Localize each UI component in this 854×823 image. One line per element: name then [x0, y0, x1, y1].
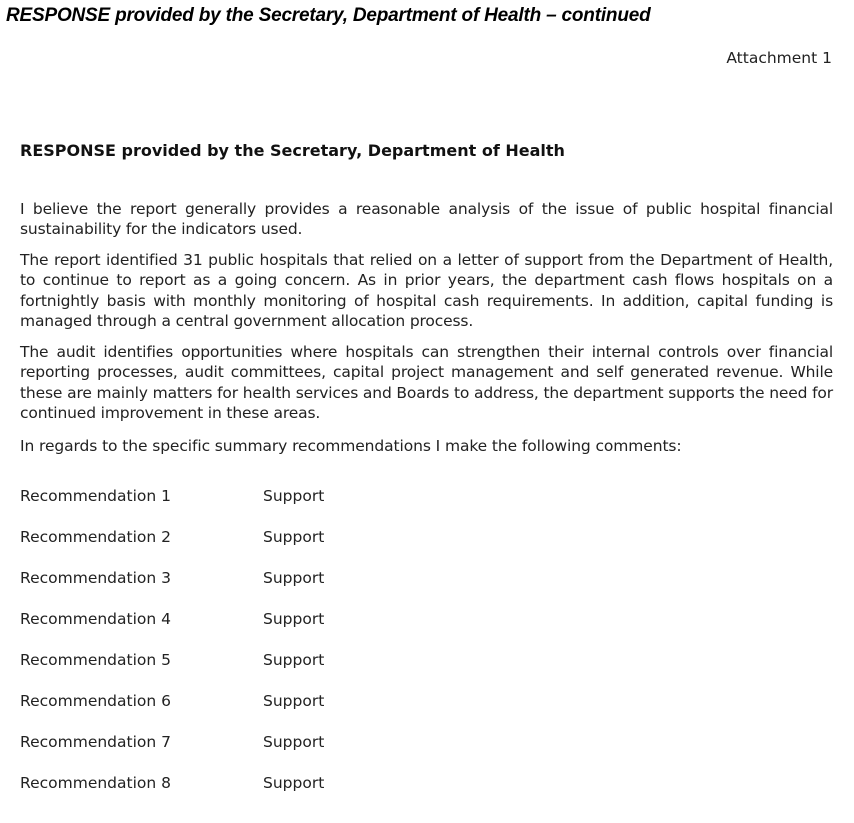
recommendation-status: Support [263, 610, 325, 628]
recommendation-name: Recommendation 6 [20, 692, 171, 710]
recommendation-name: Recommendation 8 [20, 774, 171, 792]
recommendation-name: Recommendation 2 [20, 528, 171, 546]
recommendation-row [20, 773, 324, 814]
recommendation-status: Support [263, 569, 325, 587]
response-heading: RESPONSE provided by the Secretary, Department of Health [20, 141, 565, 160]
recommendation-row [20, 568, 324, 609]
recommendation-row [20, 650, 324, 691]
recommendation-name: Recommendation 7 [20, 733, 171, 751]
recommendation-status: Support [263, 733, 325, 751]
recommendation-row [20, 691, 324, 732]
recommendation-name: Recommendation 5 [20, 651, 171, 669]
response-body [20, 141, 833, 456]
paragraph-1: I believe the report generally provides a reasonable analysis of the issue of public hospital financial sustainability for the indicators used. [20, 199, 833, 238]
page-header-title: RESPONSE provided by the Secretary, Department of Health – continued [6, 5, 651, 26]
paragraph-2: The report identified 31 public hospitals that relied on a letter of support from the Department of Health, to continue to report as a going concern. As in prior years, the department cash flows hospitals on a fortnightly basis with monthly monitoring of hospital cash requirements. In addition, capital funding is managed through a central government allocation process. [20, 250, 833, 330]
recommendation-row [20, 609, 324, 650]
recommendation-name: Recommendation 4 [20, 610, 171, 628]
recommendation-row [20, 732, 324, 773]
attachment-label: Attachment 1 [726, 49, 832, 67]
recommendation-status: Support [263, 774, 325, 792]
recommendation-status: Support [263, 528, 325, 546]
paragraph-3: The audit identifies opportunities where hospitals can strengthen their internal controls over financial reporting processes, audit committees, capital project management and self generated revenue. While these are mainly matters for health services and Boards to address, the department supports the need for continued improvement in these areas. [20, 342, 833, 422]
recommendation-name: Recommendation 3 [20, 569, 171, 587]
recommendation-status: Support [263, 692, 325, 710]
recommendations-list [20, 486, 324, 814]
recommendation-status: Support [263, 651, 325, 669]
recommendation-status: Support [263, 487, 325, 505]
recommendations-intro: In regards to the specific summary recommendations I make the following comments: [20, 436, 682, 455]
recommendation-row [20, 486, 324, 527]
recommendation-name: Recommendation 1 [20, 487, 171, 505]
recommendation-row [20, 527, 324, 568]
